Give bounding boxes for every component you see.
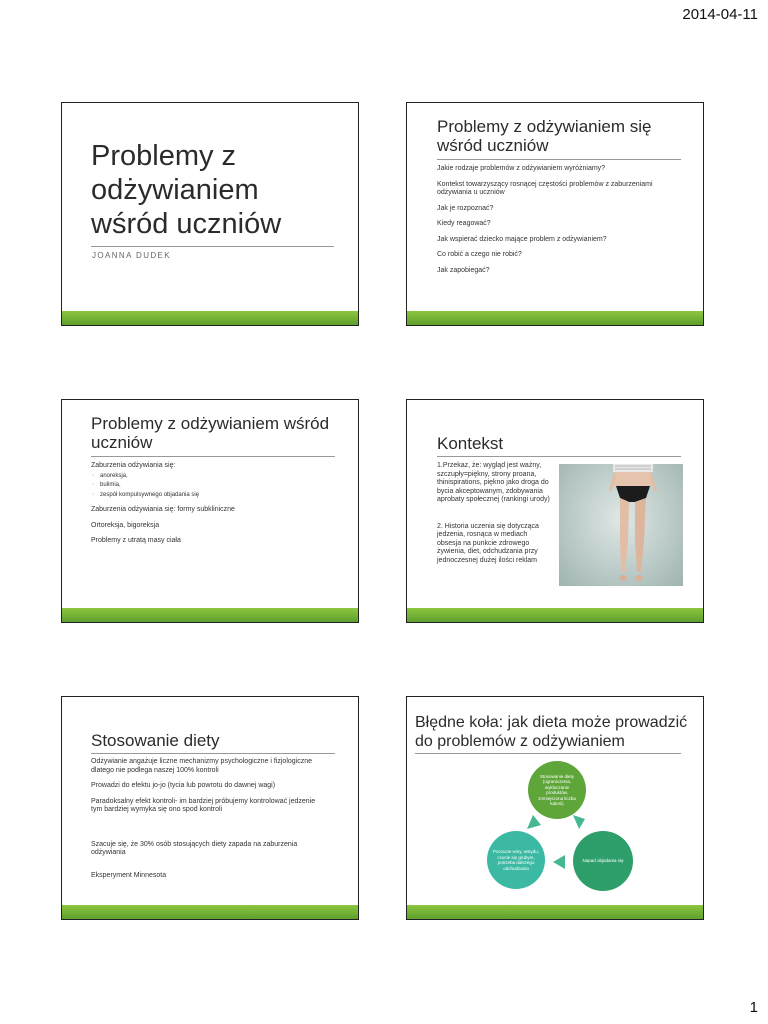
list-item: Jakie rodzaje problemów z odżywianiem wyróżniamy?	[437, 165, 606, 172]
slide-2	[406, 102, 704, 326]
title-divider	[437, 159, 681, 160]
list-item: Jak zapobiegać?	[437, 266, 490, 274]
slide-title: Problemy z odżywianiem się wśród uczniów	[437, 117, 652, 155]
cycle-arrows	[407, 697, 704, 920]
slide-1	[61, 102, 359, 326]
slide-4	[406, 399, 704, 623]
arrow-icon	[553, 855, 565, 869]
page-number: 1	[749, 999, 758, 1016]
slide-body	[437, 165, 682, 282]
paragraph: 2. Historia uczenia się dotycząca jedzenia, rosnąca w mediach obsesja na punkcie zdrowego żywienia, diet, odchudzania przy jednoczesnej dużej ilości reklam	[437, 522, 539, 564]
list-item: Odżywianie angażuje liczne mechanizmy psychologiczne i fizjologiczne dlatego nie podlega naszej 100% kontroli	[91, 758, 312, 774]
slide-footer-bar	[62, 311, 358, 325]
sub-list	[91, 472, 336, 501]
list-item: Ortoreksja, bigoreksja	[91, 521, 160, 529]
slide-6	[406, 696, 704, 920]
title-divider	[91, 456, 335, 457]
list-item: Szacuje się, że 30% osób stosujących diety zapada na zaburzenia odżywiania	[91, 840, 298, 856]
slide-title: Problemy z odżywianiem wśród uczniów	[91, 414, 330, 452]
list-item: Kontekst towarzyszący rosnącej częstości problemów z zaburzeniami odżywiania u uczniów	[437, 180, 653, 196]
list-item: Eksperyment Minnesota	[91, 871, 167, 879]
list-item: Problemy z utratą masy ciała	[91, 537, 181, 544]
title-divider	[91, 246, 334, 247]
slide-footer-bar	[62, 905, 358, 919]
list-item: Kiedy reagować?	[437, 220, 491, 227]
list-item: Co robić a czego nie robić?	[437, 251, 522, 258]
arrow-icon	[527, 815, 541, 829]
title-divider	[437, 456, 681, 457]
list-item: Zaburzenia odżywiania się: formy subkliniczne	[91, 506, 235, 513]
slide-footer-bar	[407, 311, 703, 325]
list-item: Prowadzi do efektu jo-jo (tycia lub powrotu do dawnej wagi)	[91, 782, 276, 789]
page-date: 2014-04-11	[682, 6, 758, 23]
cycle-node-diet: Stosowanie diety (ograniczenia, wykluczanie produktów, zmniejszona liczba kalorii)	[528, 761, 586, 819]
cycle-node-guilt: Poczucie winy, wstydu, czucie się grubym, potrzeba dalszego odchudzania	[487, 831, 545, 889]
list-item: Jak wspierać dziecko mające problem z odżywianiem?	[437, 235, 607, 243]
slide-3	[61, 399, 359, 623]
slide-footer-bar	[407, 608, 703, 622]
slide-title: Błędne koła: jak dieta może prowadzić do problemów z odżywianiem	[415, 714, 688, 750]
legs-photo	[559, 464, 683, 586]
slide-footer-bar	[407, 905, 703, 919]
slide-body	[437, 462, 551, 572]
paragraph: 1.Przekaz, że: wygląd jest ważny, szczupły=piękny, strony proana, thinispirations, piękno jako droga do bycia akceptowanym, zdobywania aprobaty społecznej (rankingi urody)	[437, 462, 550, 503]
cycle-node-binge: Napad objadania się	[573, 831, 633, 891]
slide-title: Problemy z odżywianiem wśród uczniów	[91, 140, 282, 240]
slide-title: Stosowanie diety	[91, 731, 220, 750]
legs-photo-illustration	[559, 464, 683, 586]
slide-body	[91, 462, 336, 553]
list-item: Paradoksalny efekt kontroli- im bardziej próbujemy kontrolować jedzenie tym bardziej wymyka się ono spod kontroli	[91, 797, 316, 813]
sub-list-item: ◦ zespół kompulsywnego objadania się	[100, 491, 336, 501]
slide-5	[61, 696, 359, 920]
list-item: Jak je rozpoznać?	[437, 204, 494, 212]
author-name: JOANNA DUDEK	[92, 251, 172, 260]
title-divider	[91, 753, 335, 754]
arrow-icon	[573, 815, 585, 829]
sub-list-item: ◦ bulimia,	[100, 481, 336, 491]
list-item: Zaburzenia odżywiania się:	[91, 462, 176, 469]
sub-list-item: ◦ anoreksja,	[100, 472, 336, 482]
slide-body	[91, 758, 326, 887]
slide-footer-bar	[62, 608, 358, 622]
slide-title: Kontekst	[437, 434, 504, 453]
